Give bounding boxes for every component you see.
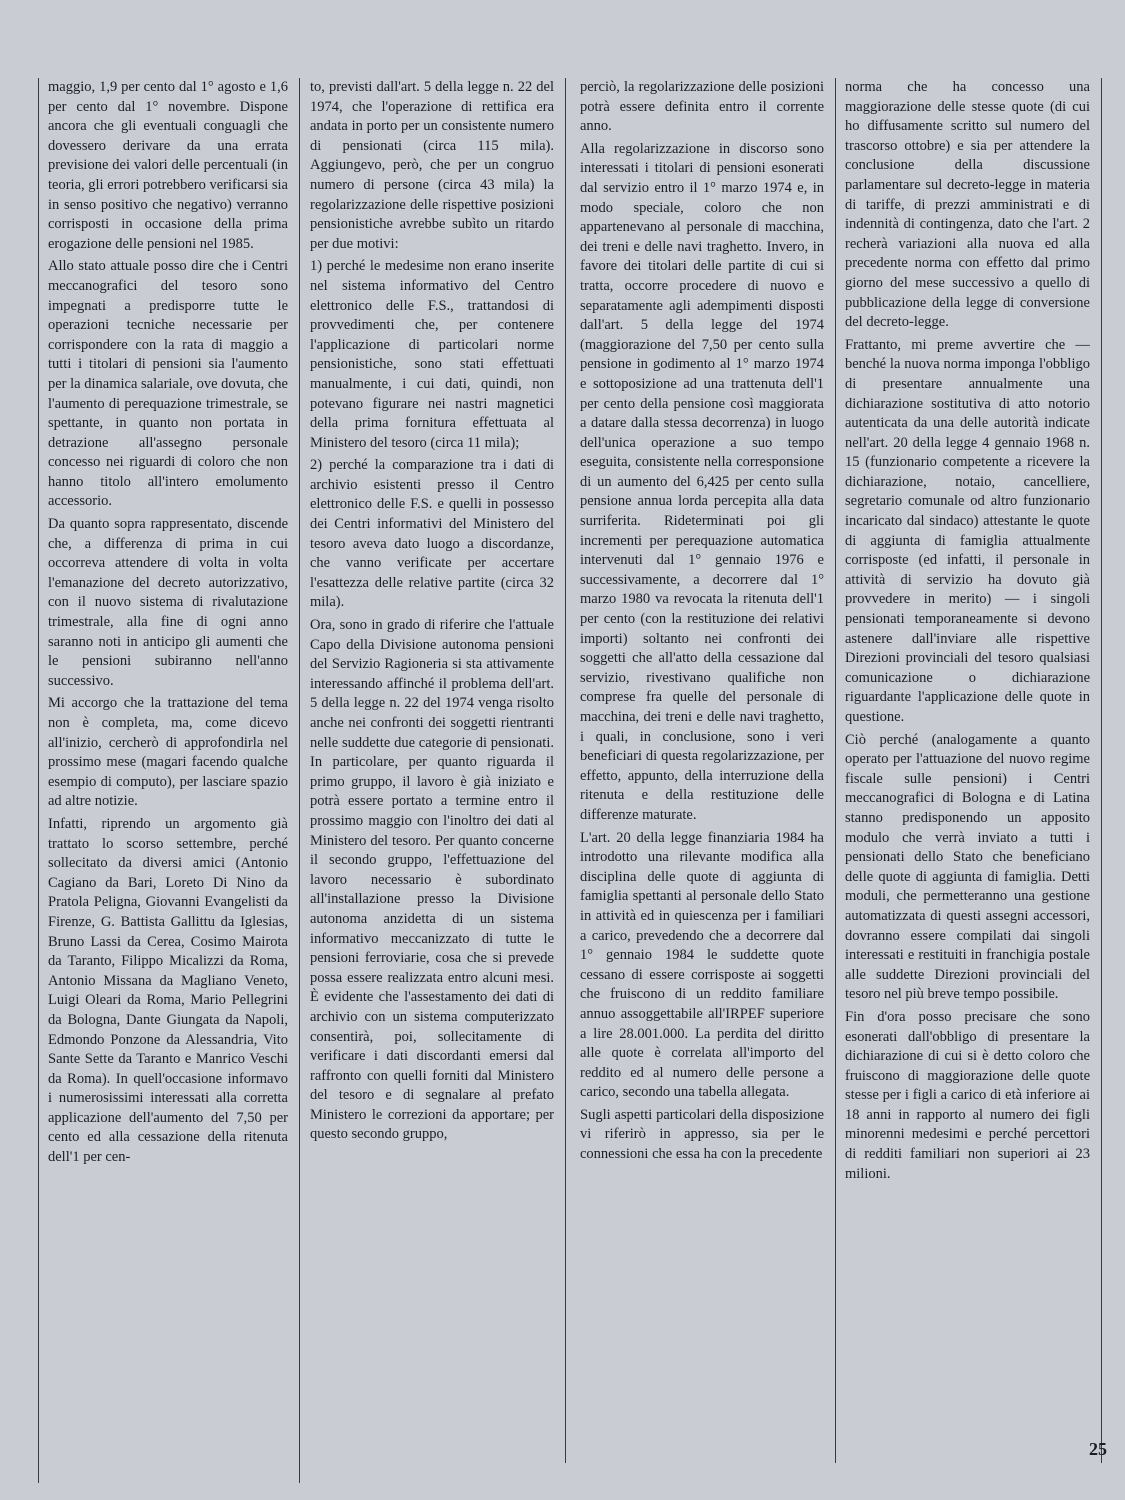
column-rule-1-2 [299, 78, 300, 1483]
paragraph: Da quanto sopra rappresentato, discende che, a differenza di prima in cui occorreva attendere di volta in volta l'emanazione del decreto autorizzativo, con il nuovo sistema di rivalutazione trimestrale, alla fine di ogni anno saranno noti in anticipo gli aumenti che le pensioni subiranno nell'anno successivo. [48, 516, 288, 689]
column-rule-3-4 [835, 78, 836, 1463]
paragraph: 1) perché le medesime non erano inserite nel sistema informativo del Centro elettronico delle F.S., trattandosi di provvedimenti che, per contenere l'applicazione di particolari norme pensionistiche, sono stati effettuati manualmente, i cui dati, quindi, non potevano figurare nei nastri magnetici della prima fornitura effettuata al Ministero del tesoro (circa 11 mila); [310, 258, 554, 451]
text-column-1 [48, 78, 288, 1458]
page-number: 25 [1089, 1439, 1107, 1459]
column-rule-left [38, 78, 39, 1483]
paragraph: perciò, la regolarizzazione delle posizioni potrà essere definita entro il corrente anno. [580, 79, 824, 135]
paragraph: Mi accorgo che la trattazione del tema non è completa, ma, come dicevo all'inizio, cercherò di approfondirla nel prossimo mese (magari facendo qualche esempio di computo), per lasciare spazio ad altre notizie. [48, 695, 288, 810]
paragraph: Frattanto, mi preme avvertire che — benché la nuova norma imponga l'obbligo di presentare annualmente una dichiarazione sostitutiva di atto notorio autenticata da una delle autorità indicate nell'art. 20 della legge 4 gennaio 1968 n. 15 (funzionario competente a ricevere la dichiarazione, notaio, cancelliere, segretario comunale od altro funzionario incaricato dal sindaco) attestante le quote di aggiunta di famiglia attualmente corrisposte (ed infatti, il personale in attività di servizio ha dovuto già provvedere in merito) — i singoli pensionati temporaneamente si devono astenere dall'inviare alle rispettive Direzioni provinciali del tesoro qualsiasi comunicazione o dichiarazione riguardante l'applicazione delle quote in questione. [845, 336, 1090, 725]
paragraph: 2) perché la comparazione tra i dati di archivio esistenti presso il Centro elettronico delle F.S. e quelli in possesso dei Centri informativi del Ministero del tesoro aveva dato luogo a discordanze, che vanno verificate per accertare l'esattezza delle relative partite (circa 32 mila). [310, 457, 554, 611]
text-column-4 [845, 78, 1090, 1458]
paragraph: maggio, 1,9 per cento dal 1° agosto e 1,6 per cento dal 1° novembre. Dispone ancora che gli eventuali conguagli che dovessero derivare da una errata previsione dei valori delle percentuali (in teoria, gli errori potrebbero verificarsi sia in senso positivo che negativo) verranno corrisposti in occasione della prima erogazione delle pensioni nel 1985. [48, 79, 288, 252]
paragraph: L'art. 20 della legge finanziaria 1984 ha introdotto una rilevante modifica alla disciplina delle quote di aggiunta di famiglia spettanti al personale dello Stato in attività ed in quiescenza per i familiari a carico, prevedendo che a decorrere dal 1° gennaio 1984 le suddette quote cessano di essere corrisposte ai soggetti che fruiscono di un reddito familiare annuo assoggettabile all'IRPEF superiore a lire 28.001.000. La perdita del diritto alle quote è correlata all'importo del reddito ed al numero delle persone a carico, secondo una tabella allegata. [580, 829, 824, 1101]
paragraph: Fin d'ora posso precisare che sono esonerati dall'obbligo di presentare la dichiarazione di cui si è detto coloro che fruiscono di maggiorazione delle quote stesse per i figli a carico di età inferiore ai 18 anni in rapporto al numero dei figli minorenni medesimi e perché percettori di redditi familiari non superiori ai 23 milioni. [845, 1008, 1090, 1182]
column-rule-2-3 [565, 78, 566, 1463]
paragraph: norma che ha concesso una maggiorazione delle stesse quote (di cui ho diffusamente scritto sul numero del trascorso ottobre) e sia per attendere la conclusione della discussione parlamentare sul decreto-legge in materia di tariffe, di prezzi amministrati e di indennità di contingenza, dato che l'art. 2 recherà variazioni alla nuova ed alla precedente norma con effetto dal primo giorno del mese successivo a quello di pubblicazione della legge di conversione del decreto-legge. [845, 79, 1090, 331]
paragraph: Allo stato attuale posso dire che i Centri meccanografici del tesoro sono impegnati a predisporre tutte le operazioni tecniche necessarie per corrispondere con la rata di maggio a tutti i titolari di pensioni sia l'aumento per la dinamica salariale, ove dovuta, che l'aumento di perequazione trimestrale, se spettante, in quanto non portata in detrazione all'assegno personale concesso nei riguardi di coloro che non hanno titolo all'intero emolumento accessorio. [48, 258, 288, 510]
paragraph: Ora, sono in grado di riferire che l'attuale Capo della Divisione autonoma pensioni del Servizio Ragioneria si sta attivamente interessando affinché il problema dell'art. 5 della legge n. 22 del 1974 venga risolto anche nei confronti dei soggetti rientranti nelle suddette due categorie di pensionati. In particolare, per quanto riguarda il primo gruppo, il lavoro è già iniziato e potrà essere portato a termine entro il prossimo maggio con l'inoltro dei dati al Ministero del tesoro. Per quanto concerne il secondo gruppo, l'effettuazione del lavoro necessario è subordinato all'installazione presso la Divisione autonoma anzidetta di un sistema informativo meccanizzato di tutte le pensioni ferroviarie, cosa che si prevede possa essere realizzata entro alcuni mesi. È evidente che l'assestamento dei dati di archivio con un sistema computerizzato consentirà, poi, sollecitamente di verificare i dati discordanti emersi dal raffronto con quelli forniti dal Ministero del tesoro e di segnalare al prefato Ministero le correzioni da apportare; per questo secondo gruppo, [310, 617, 554, 1143]
paragraph: Alla regolarizzazione in discorso sono interessati i titolari di pensioni esonerati dal servizio entro il 1° marzo 1974 e, in modo speciale, coloro che non appartenevano al personale di macchina, dei treni e delle navi traghetto. Invero, in favore dei titolari delle partite di cui si tratta, occorre procedere di nuovo e separatamente agli adempimenti disposti dall'art. 5 della legge del 1974 (maggiorazione del 7,50 per cento sulla pensione in godimento al 1° marzo 1974 e sottoposizione ad una trattenuta dell'1 per cento della pensione così maggiorata a datare dalla stessa decorrenza) in luogo dell'unica operazione a suo tempo eseguita, consistente nella corresponsione di un aumento del 6,425 per cento sulla pensione annua lorda percepita alla data surriferita. Rideterminati poi gli incrementi per perequazione automatica intervenuti dal 1° gennaio 1976 e successivamente, a decorrere dal 1° marzo 1980 va revocata la ritenuta dell'1 per cento (con la restituzione dei relativi importi) soltanto nei confronti dei soggetti che all'atto della cessazione dal servizio, rivestivano qualifiche non comprese fra quelle del personale di macchina, dei treni e delle navi traghetto, i quali, in conclusione, sono i veri beneficiari di questa regolarizzazione, per effetto, appunto, della interruzione della ritenuta e della restituzione delle differenze maturate. [580, 140, 824, 823]
paragraph: Ciò perché (analogamente a quanto operato per l'attuazione del nuovo regime fiscale sulle pensioni) i Centri meccanografici di Bologna e di Latina stanno predisponendo un apposito modulo che verrà inviato a tutti i pensionati dello Stato che beneficiano delle quote di aggiunta di famiglia. Detti moduli, che permetteranno una gestione automatizzata di questi assegni accessori, dovranno essere compilati dai singoli interessati e restituiti in franchigia postale alle suddette Direzioni provinciali del tesoro nel più breve tempo possibile. [845, 731, 1090, 1003]
paragraph: to, previsti dall'art. 5 della legge n. 22 del 1974, che l'operazione di rettifica era andata in porto per un consistente numero di pensionati (circa 115 mila). Aggiungevo, però, che per un congruo numero di persone (circa 43 mila) la regolarizzazione delle rispettive posizioni pensionistiche avrebbe subìto un ritardo per due motivi: [310, 79, 554, 252]
text-column-3 [580, 78, 824, 1458]
text-column-2 [310, 78, 554, 1458]
paragraph: Sugli aspetti particolari della disposizione vi riferirò in appresso, sia per le connessioni che essa ha con la precedente [580, 1106, 824, 1163]
column-rule-right [1101, 78, 1102, 1463]
paragraph: Infatti, riprendo un argomento già trattato lo scorso settembre, perché sollecitato da diversi amici (Antonio Cagiano da Bari, Loreto Di Nino da Pratola Peligna, Giovanni Evangelisti da Firenze, G. Battista Gallittu da Iglesias, Bruno Lassi da Cerea, Cosimo Mairota da Taranto, Filippo Micalizzi da Roma, Antonio Missana da Magliano Veneto, Luigi Oleari da Roma, Mario Pellegrini da Bologna, Dante Giungata da Napoli, Edmondo Ponzone da Alessandria, Vito Sante Sette da Taranto e Manrico Veschi da Roma). In quell'occasione informavo i numerosissimi interessati alla corretta applicazione dell'aumento del 7,50 per cento ed alla cessazione della ritenuta dell'1 per cen- [48, 815, 288, 1166]
